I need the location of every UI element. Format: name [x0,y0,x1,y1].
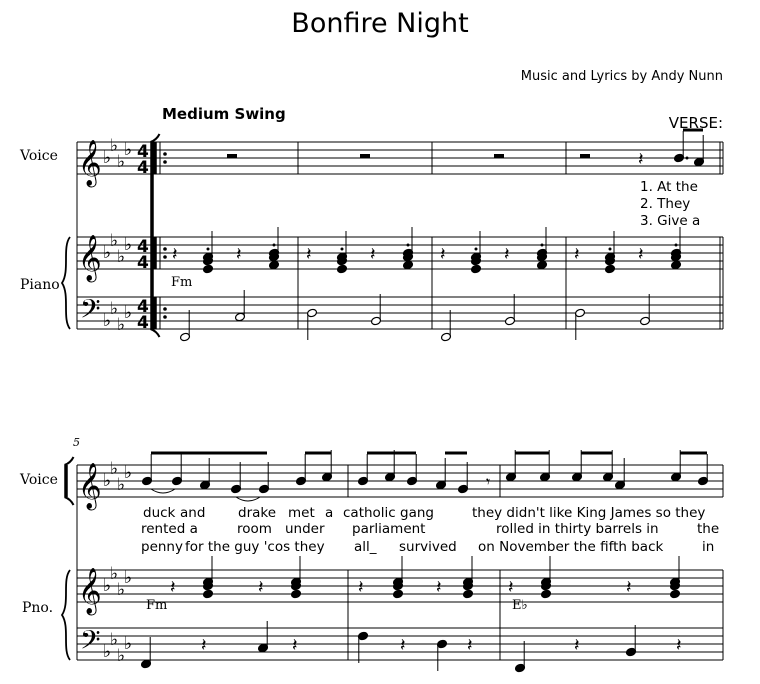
treble-clef-icon: 𝄞 [78,235,102,281]
half-rest-icon [494,154,504,158]
flat-icon: ♭ [124,634,133,654]
lyric-word: parliament [352,521,426,537]
staccato-dot [541,244,544,247]
staccato-dot [609,248,612,251]
quarter-rest-icon: 𝄽 [638,244,644,265]
quarter-rest-icon: 𝄽 [358,577,364,598]
lyric-word: penny [141,539,183,555]
flat-icon: ♭ [110,231,119,251]
staccato-dot [273,244,276,247]
note-head [537,260,548,270]
measure-number: 5 [73,436,80,449]
chord-symbol: Fm [171,275,193,290]
page-title: Bonfire Night [291,8,469,39]
quarter-rest-icon: 𝄽 [292,635,298,656]
flat-icon: ♭ [117,152,126,172]
staccato-dot [407,244,410,247]
flat-icon: ♭ [110,136,119,156]
note-head [541,589,552,599]
bass-clef-icon: 𝄢 [80,624,101,662]
note-head [203,589,214,599]
lyric-word: rolled in thirty barrels in [496,521,659,537]
lyric-word: all_ [354,539,377,555]
flat-icon: ♭ [103,311,112,331]
treble-clef-icon: 𝄞 [78,568,102,614]
staccato-dot [341,248,344,251]
quarter-rest-icon: 𝄽 [306,244,312,265]
flat-icon: ♭ [117,580,126,600]
quarter-rest-icon: 𝄽 [467,635,473,656]
flat-icon: ♭ [124,235,133,255]
quarter-rest-icon: 𝄽 [370,244,376,265]
flat-icon: ♭ [103,576,112,596]
lyric-word: they didn't like King James so they [472,505,706,521]
quarter-rest-icon: 𝄽 [172,244,178,265]
lyric-word: for the guy 'cos they [185,539,325,555]
quarter-rest-icon: 𝄽 [236,244,242,265]
quarter-rest-icon: 𝄽 [638,149,644,170]
eighth-rest-icon: 𝄾 [486,472,491,491]
note-head [203,264,214,274]
time-signature-denominator: 4 [137,253,149,273]
half-rest-icon [580,154,590,158]
piano-part-label-short: Pno. [22,600,54,616]
quarter-rest-icon: 𝄽 [626,577,632,598]
bracket-hook [151,134,160,142]
quarter-rest-icon: 𝄽 [574,244,580,265]
staccato-dot [475,248,478,251]
time-signature-numerator: 4 [137,237,149,257]
time-signature-denominator: 4 [137,158,149,178]
note-head [337,264,348,274]
chord-symbol: E♭ [512,598,528,613]
flat-icon: ♭ [103,642,112,662]
flat-icon: ♭ [103,148,112,168]
staccato-dot [675,244,678,247]
time-signature-numerator: 4 [137,297,149,317]
quarter-rest-icon: 𝄽 [508,577,514,598]
flat-icon: ♭ [103,243,112,263]
tie [236,497,260,501]
quarter-rest-icon: 𝄽 [400,635,406,656]
repeat-dot [163,255,167,259]
lyric-word: under [285,521,325,537]
lyric-word: drake [238,505,277,521]
quarter-rest-icon: 𝄽 [440,244,446,265]
piano-part-label: Piano [20,277,60,293]
composer-credit: Music and Lyrics by Andy Nunn [520,69,723,84]
lyric-word: the [697,521,720,537]
half-rest-icon [360,154,370,158]
note-head [403,260,414,270]
note-head [291,589,302,599]
piano-brace [62,570,70,660]
lyric-word: met [288,505,315,521]
lyric-line-1: 1. At the [640,179,698,195]
flat-icon: ♭ [124,140,133,160]
note-head [269,260,280,270]
bracket-hook [65,457,74,465]
quarter-rest-icon: 𝄽 [170,577,176,598]
lyric-word: rented a [141,521,198,537]
flat-icon: ♭ [110,564,119,584]
bass-clef-icon: 𝄢 [80,293,101,331]
note-head [393,589,404,599]
note-head [605,264,616,274]
treble-clef-icon: 𝄞 [78,140,102,186]
flat-icon: ♭ [110,630,119,650]
lyric-word: room [237,521,272,537]
flat-icon: ♭ [124,303,133,323]
tie [151,489,175,493]
repeat-dot [163,307,167,311]
repeat-dot [163,160,167,164]
flat-icon: ♭ [124,568,133,588]
flat-icon: ♭ [117,475,126,495]
quarter-rest-icon: 𝄽 [676,635,682,656]
section-label: VERSE: [668,114,723,132]
flat-icon: ♭ [117,315,126,335]
tempo-marking: Medium Swing [162,105,286,123]
flat-icon: ♭ [117,247,126,267]
bracket-hook [151,329,160,337]
lyric-word: catholic gang [343,505,434,521]
quarter-rest-icon: 𝄽 [258,577,264,598]
lyric-word: on November the fifth back [478,539,664,555]
lyric-word: a [325,505,334,521]
quarter-rest-icon: 𝄽 [436,577,442,598]
flat-icon: ♭ [110,459,119,479]
chord-symbol: Fm [146,598,168,613]
flat-icon: ♭ [117,646,126,666]
quarter-rest-icon: 𝄽 [504,244,510,265]
quarter-rest-icon: 𝄽 [201,635,207,656]
quarter-rest-icon: 𝄽 [574,635,580,656]
lyric-word: and [180,505,206,521]
lyric-word: survived [399,539,457,555]
note-head [463,589,474,599]
time-signature-numerator: 4 [137,142,149,162]
repeat-dot [163,247,167,251]
lyric-word: duck [143,505,176,521]
lyric-word: in [702,539,715,555]
lyric-line-3: 3. Give a [640,213,701,229]
voice-part-label: Voice [20,148,58,164]
staccato-dot [207,248,210,251]
note-head [671,260,682,270]
half-rest-icon [227,154,237,158]
treble-clef-icon: 𝄞 [78,463,102,509]
repeat-dot [163,315,167,319]
voice-part-label-2: Voice [20,472,58,488]
note-head [471,264,482,274]
flat-icon: ♭ [124,463,133,483]
dot [686,157,689,160]
flat-icon: ♭ [103,471,112,491]
lyric-line-2: 2. They [640,196,691,212]
flat-icon: ♭ [110,299,119,319]
bracket-hook [65,497,74,505]
piano-brace [62,237,70,329]
time-signature-denominator: 4 [137,313,149,333]
note-head [670,589,681,599]
repeat-dot [163,152,167,156]
